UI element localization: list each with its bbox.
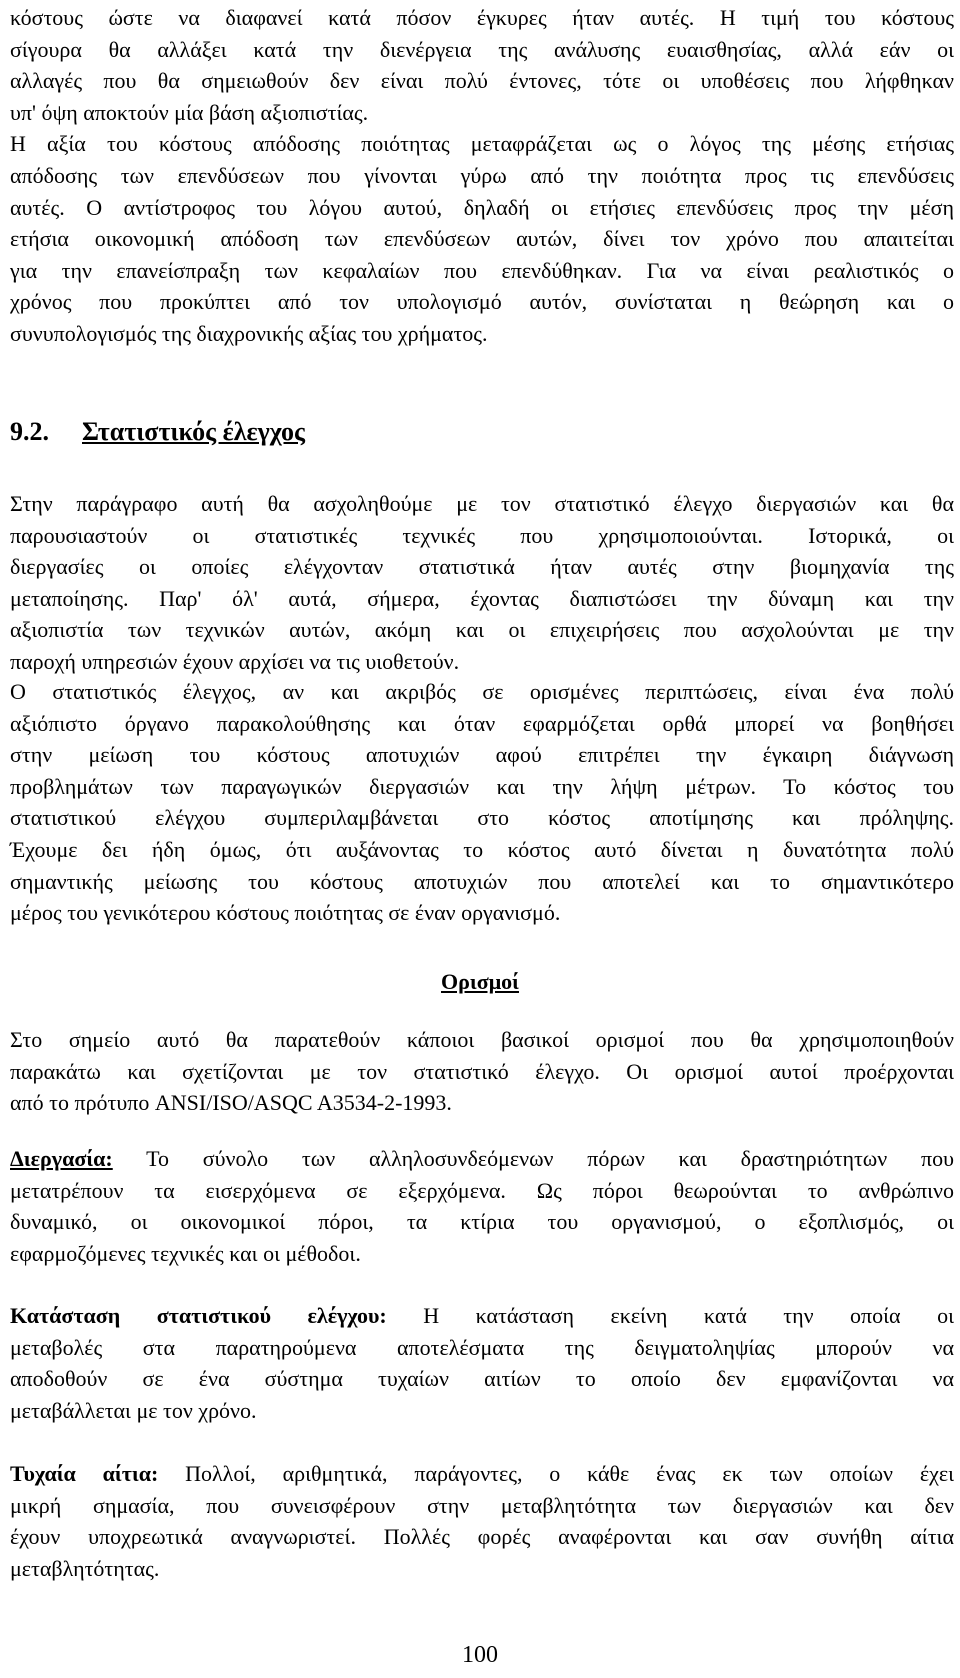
text-line: μετατρέπουν τα εισερχόμενα σε εξερχόμενα. Ως πόροι θεωρούνται το ανθρώπινο — [10, 1177, 954, 1203]
section-number: 9.2. — [10, 417, 49, 446]
definition-term: Διεργασία: — [10, 1146, 113, 1171]
text-line: αποδοθούν σε ένα σύστημα τυχαίων αιτίων το οποίο δεν εμφανίζονται να — [10, 1366, 954, 1392]
text-line: εφαρμοζόμενες τεχνικές και οι μέθοδοι. — [10, 1240, 361, 1266]
text-line: μικρή σημασία, που συνεισφέρουν στην μεταβλητότητα των διεργασιών και δεν — [10, 1492, 954, 1518]
text-line: Η αξία του κόστους απόδοσης ποιότητας μεταφράζεται ως ο λόγος της μέσης ετήσιας — [10, 131, 954, 157]
text-line: αλλαγές που θα σημειωθούν δεν είναι πολύ έντονες, τότε οι υποθέσεις που λήφθηκαν — [10, 68, 954, 94]
text-line: μεταβλητότητας. — [10, 1555, 160, 1581]
text-line: σημαντικής μείωσης του κόστους αποτυχιών που αποτελεί και το σημαντικότερο — [10, 868, 954, 894]
text-line: παρακάτω και σχετίζονται με τον στατιστικό έλεγχο. Οι ορισμοί αυτοί προέρχονται — [10, 1058, 954, 1084]
text-line: δυναμικό, οι οικονομικοί πόροι, τα κτίρια του οργανισμού, ο εξοπλισμός, οι — [10, 1209, 954, 1235]
definition-term: Τυχαία αίτια: — [10, 1461, 159, 1486]
definition-state-of-control — [10, 1300, 954, 1426]
text-line: στην μείωση του κόστους αποτυχιών αφού επιτρέπει την έγκαιρη διάγνωση — [10, 742, 954, 768]
text-line: Στην παράγραφο αυτή θα ασχοληθούμε με τον στατιστικό έλεγχο διεργασιών και θα — [10, 491, 954, 516]
text-line: ετήσια οικονομική απόδοση των επενδύσεων αυτών, δίνει τον χρόνο που απαιτείται — [10, 226, 954, 252]
section-title: Στατιστικός έλεγχος — [82, 417, 306, 446]
text-line: συνυπολογισμός της διαχρονικής αξίας του χρήματος. — [10, 320, 488, 346]
text-line: αξιοπιστία των τεχνικών αυτών, ακόμη και οι επιχειρήσεις που ασχολούνται με την — [10, 617, 954, 643]
definition-random-causes — [10, 1458, 954, 1584]
text-line: αυτές. Ο αντίστροφος του λόγου αυτού, δηλαδή οι ετήσιες επενδύσεις προς την μέση — [10, 194, 954, 220]
definition-first-line — [10, 1143, 954, 1175]
text-line: αξιόπιστο όργανο παρακολούθησης και όταν εφαρμόζεται ορθά μπορεί να βοηθήσει — [10, 710, 954, 736]
text-line: απόδοσης των επενδύσεων που γίνονται γύρω από την ποιότητα προς τις επενδύσεις — [10, 162, 954, 188]
text-line: Έχουμε δει ήδη όμως, ότι αυξάνοντας το κόστος αυτό δίνεται η δυνατότητα πολύ — [10, 836, 954, 862]
definitions-title: Ορισμοί — [441, 969, 519, 994]
text-line: προβλημάτων των παραγωγικών διεργασιών και την λήψη μέτρων. Το κόστος του — [10, 773, 954, 799]
definition-text: Η κατάσταση εκείνη κατά την οποία οι — [386, 1303, 955, 1328]
text-line: έχουν υποχρεωτικά αναγνωριστεί. Πολλές φορές αναφέρονται και σαν συνήθη αίτια — [10, 1524, 954, 1550]
text-line: κόστους ώστε να διαφανεί κατά πόσον έγκυρες ήταν αυτές. Η τιμή του κόστους — [10, 5, 954, 30]
text-line: για την επανείσπραξη των κεφαλαίων που επενδύθηκαν. Για να είναι ρεαλιστικός ο — [10, 257, 954, 283]
definition-first-line — [10, 1300, 954, 1332]
text-line: διεργασίες οι οποίες ελέγχονταν στατιστικά ήταν αυτές στην βιομηχανία της — [10, 554, 954, 580]
text-line: παροχή υπηρεσιών έχουν αρχίσει να τις υιοθετούν. — [10, 648, 460, 674]
text-line: σίγουρα θα αλλάξει κατά την διενέργεια της ανάλυσης ευαισθησίας, αλλά εάν οι — [10, 36, 954, 62]
definition-text: Πολλοί, αριθμητικά, παράγοντες, ο κάθε ένας εκ των οποίων έχει — [158, 1461, 954, 1486]
text-line: χρόνος που προκύπτει από τον υπολογισμό αυτόν, συνίσταται η θεώρηση και ο — [10, 289, 954, 315]
definition-text: Το σύνολο των αλληλοσυνδεόμενων πόρων και δραστηριότητων που — [112, 1146, 954, 1171]
text-line: μεταβάλλεται με τον χρόνο. — [10, 1397, 257, 1423]
section-heading — [10, 416, 305, 448]
text-line: στατιστικού ελέγχου συμπεριλαμβάνεται στο κόστος αποτίμησης και πρόληψης. — [10, 805, 954, 831]
definition-first-line — [10, 1458, 954, 1490]
definition-process — [10, 1143, 954, 1269]
definitions-intro — [10, 1024, 954, 1119]
definition-term: Κατάσταση στατιστικού ελέγχου: — [10, 1303, 387, 1328]
text-line: Ο στατιστικός έλεγχος, αν και ακριβός σε ορισμένες περιπτώσεις, είναι ένα πολύ — [10, 679, 954, 704]
text-line: μεταποίησης. Παρ' όλ' αυτά, σήμερα, έχοντας διαπιστώσει την δύναμη και την — [10, 585, 954, 611]
paragraph-statistical-control-cost — [10, 676, 954, 929]
text-line: υπ' όψη αποκτούν μία βάση αξιοπιστίας. — [10, 99, 369, 125]
page-number: 100 — [462, 1642, 498, 1668]
text-line: μεταβολές στα παρατηρούμενα αποτελέσματα της δειγματοληψίας μπορούν να — [10, 1334, 954, 1360]
text-line: Στο σημείο αυτό θα παρατεθούν κάποιοι βασικοί ορισμοί που θα χρησιμοποιηθούν — [10, 1027, 954, 1052]
paragraph-statistical-control-intro — [10, 488, 954, 678]
text-line: από το πρότυπο ANSI/ISO/ASQC A3534-2-1993. — [10, 1090, 452, 1116]
text-line: μέρος του γενικότερου κόστους ποιότητας σε έναν οργανισμό. — [10, 900, 561, 926]
text-line: παρουσιαστούν οι στατιστικές τεχνικές που χρησιμοποιούνται. Ιστορικά, οι — [10, 522, 954, 548]
intro-paragraph — [10, 2, 954, 350]
